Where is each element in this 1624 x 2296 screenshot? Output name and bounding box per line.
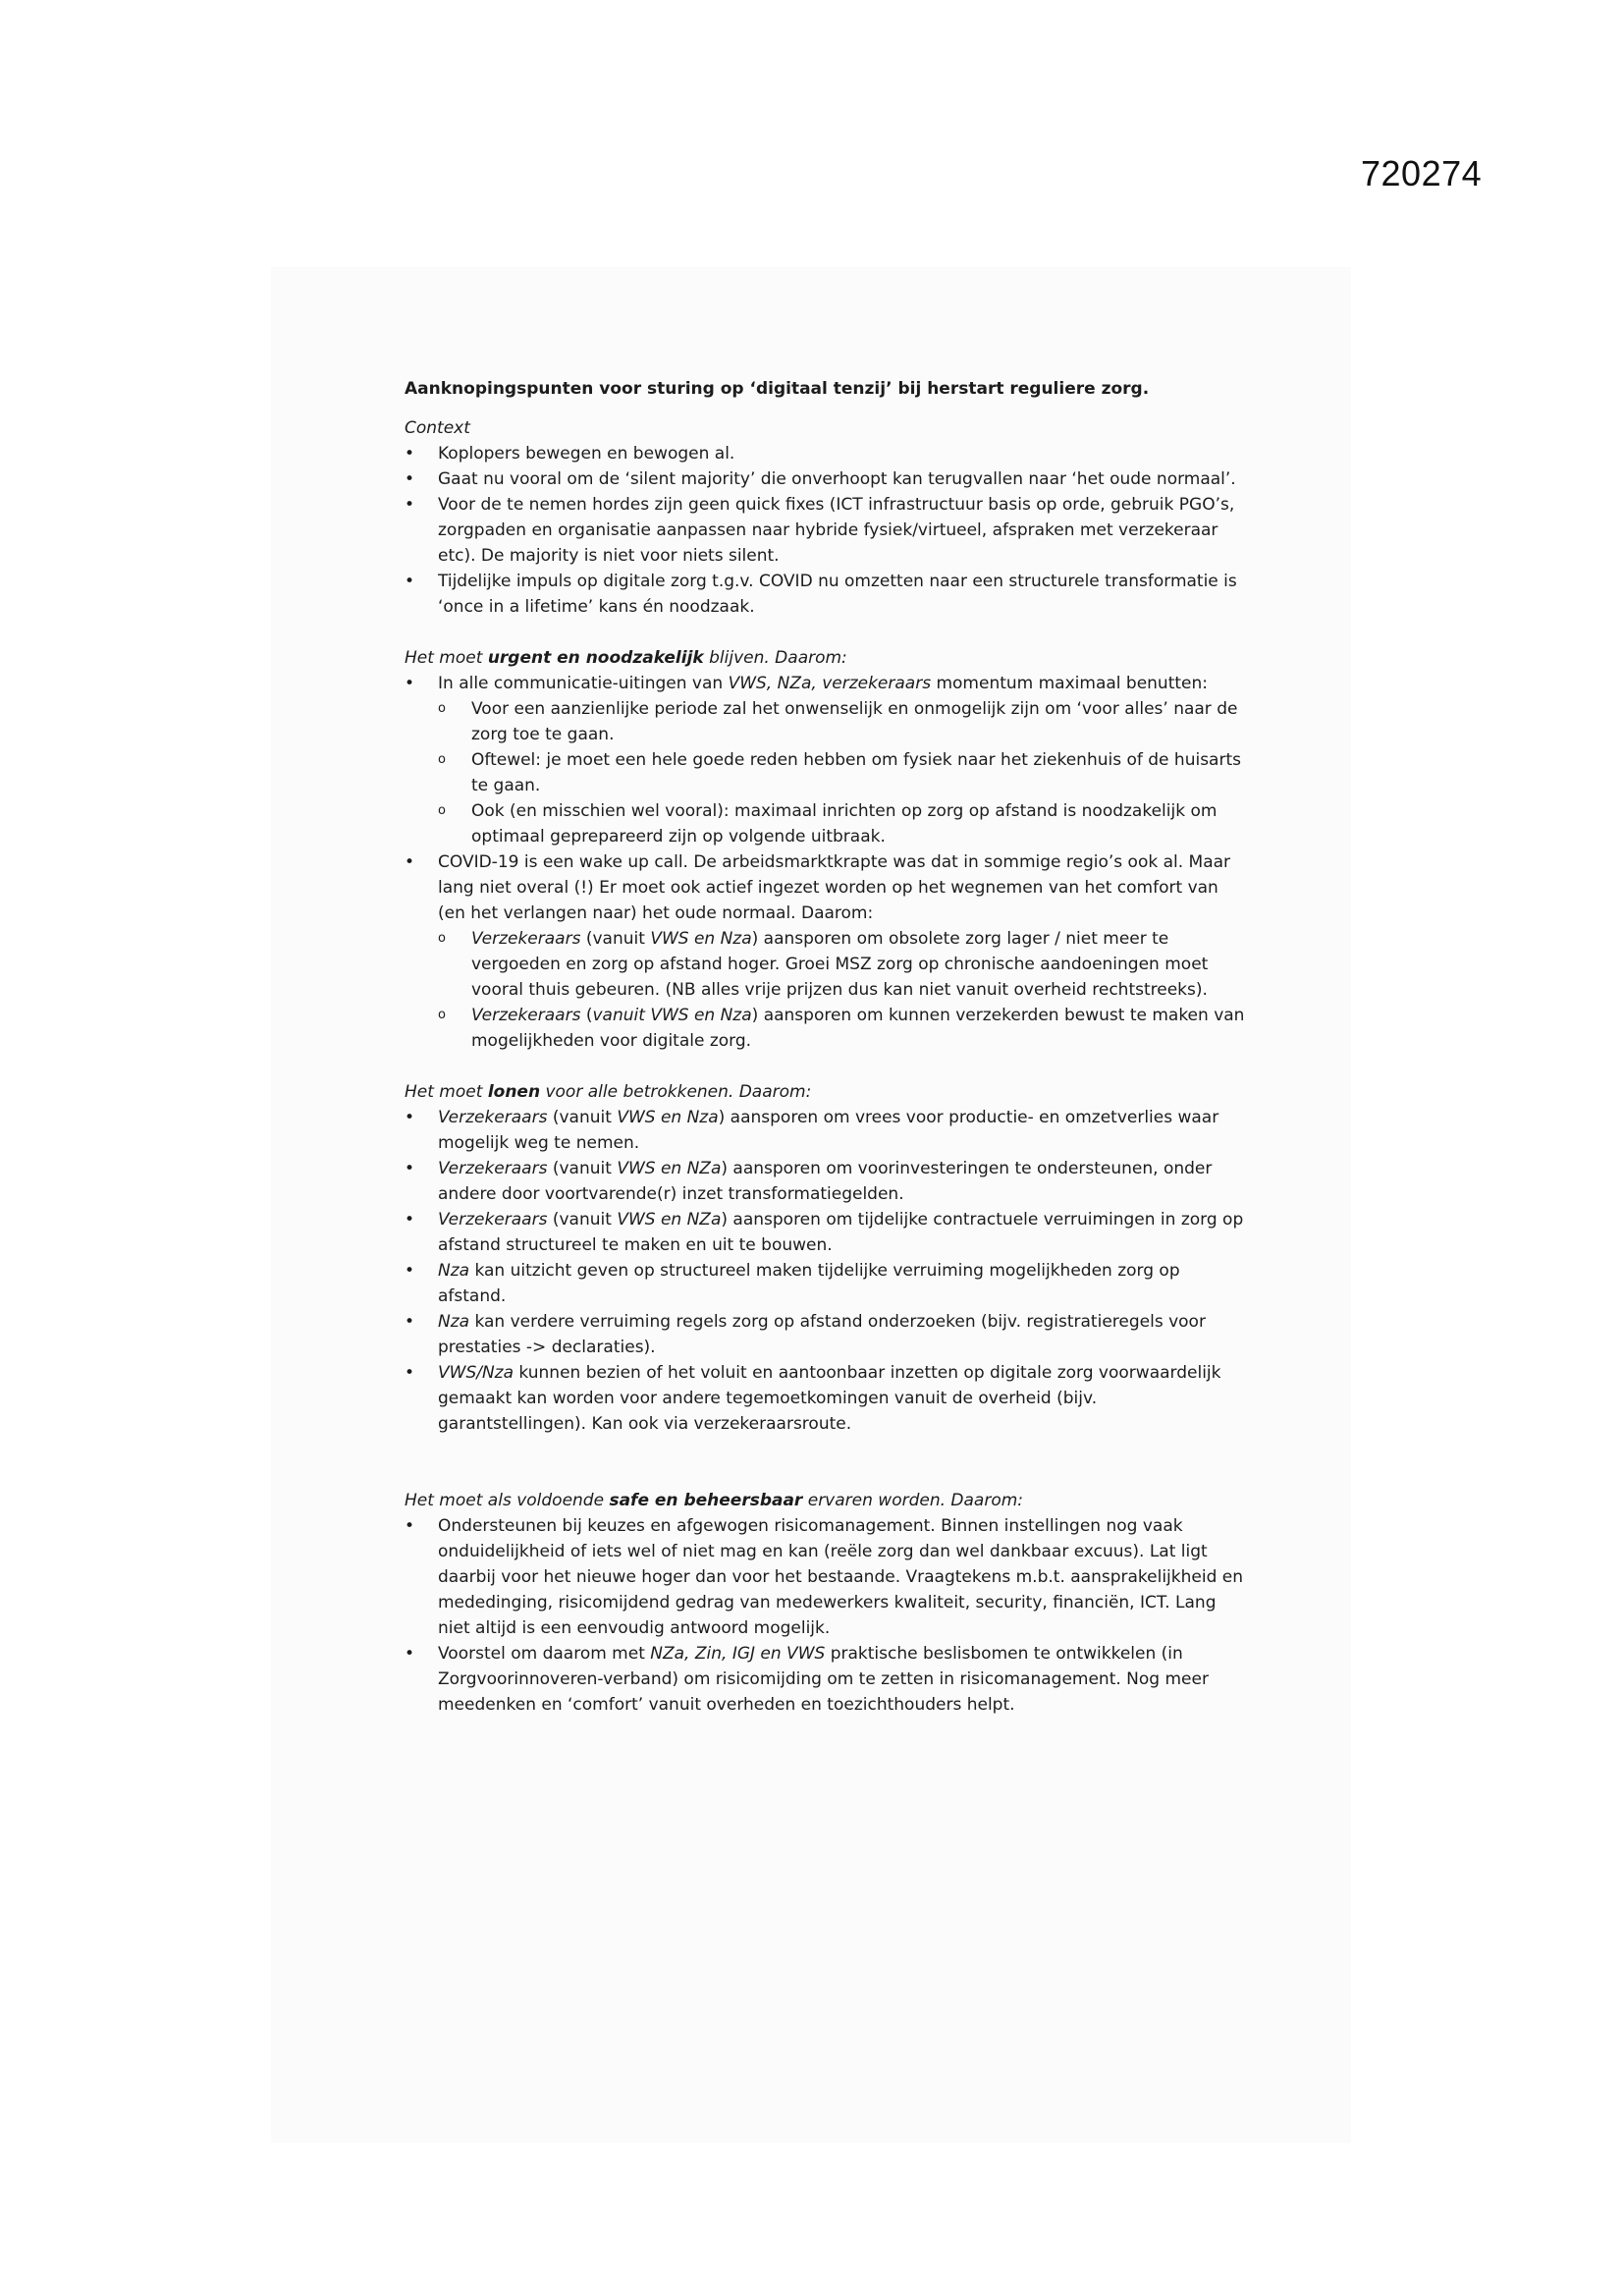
list-item: • Tijdelijke impuls op digitale zorg t.g.v. COVID nu omzetten naar een structurele transformatie is ‘once in a lifetime’ kans én noodzaak. (405, 569, 1249, 620)
document-title: Aanknopingspunten voor sturing op ‘digitaal tenzij’ bij herstart reguliere zorg. (405, 379, 1150, 399)
sub-list-item: o Verzekeraars (vanuit VWS en Nza) aansporen om obsolete zorg lager / niet meer te vergoeden en zorg op afstand hoger. Groei MSZ zorg op chronische aandoeningen moet vooral thuis gebeuren. (NB alles vrije prijzen dus kan niet vanuit overheid rechtstreeks). (438, 926, 1249, 1003)
list-item: • Verzekeraars (vanuit VWS en NZa) aansporen om tijdelijke contractuele verruimingen in zorg op afstand structureel te maken en uit te bouwen. (405, 1207, 1249, 1258)
section-heading-urgent: Het moet urgent en noodzakelijk blijven. Daarom: (405, 648, 847, 668)
sub-list-item: o Ook (en misschien wel vooral): maximaal inrichten op zorg op afstand is noodzakelijk om optimaal geprepareerd zijn op volgende uitbraak. (438, 798, 1249, 849)
section-heading-context: Context (405, 418, 470, 438)
list-item: • Verzekeraars (vanuit VWS en Nza) aansporen om vrees voor productie- en omzetverlies waar mogelijk weg te nemen. (405, 1105, 1249, 1156)
list-item: • VWS/Nza kunnen bezien of het voluit en aantoonbaar inzetten op digitale zorg voorwaardelijk gemaakt kan worden voor andere tegemoetkomingen vanuit de overheid (bijv. garantstellingen). Kan ook via verzekeraarsroute. (405, 1360, 1249, 1437)
sub-list (438, 696, 1249, 849)
safe-list (405, 1513, 1249, 1718)
list-item: • Ondersteunen bij keuzes en afgewogen risicomanagement. Binnen instellingen nog vaak onduidelijkheid of iets wel of niet mag en kan (reële zorg dan wel dankbaar excuus). Lat ligt daarbij voor het nieuwe hoger dan voor het bestaande. Vraagtekens m.b.t. aansprakelijkheid en mededinging, risicomijdend gedrag van medewerkers kwaliteit, security, financiën, ICT. Lang niet altijd is een eenvoudig antwoord mogelijk. (405, 1513, 1249, 1641)
list-item: • Nza kan uitzicht geven op structureel maken tijdelijke verruiming mogelijkheden zorg op afstand. (405, 1258, 1249, 1309)
list-item: • Voor de te nemen hordes zijn geen quick fixes (ICT infrastructuur basis op orde, gebruik PGO’s, zorgpaden en organisatie aanpassen naar hybride fysiek/virtueel, afspraken met verzekeraar etc). De majority is niet voor niets silent. (405, 492, 1249, 569)
list-item: • Koplopers bewegen en bewogen al. (405, 441, 1249, 466)
lonen-list (405, 1105, 1249, 1437)
list-item: • In alle communicatie-uitingen van VWS, NZa, verzekeraars momentum maximaal benutten: o Voor een aanzienlijke periode zal het onwenselijk en onmogelijk zijn om ‘voor alles’ naar de zorg toe te gaan. o Oftewel: je moet een hele goede reden hebben om fysiek naar het ziekenhuis of de huisarts te gaan. o Ook (en misschien wel vooral): maximaal inrichten op zorg op afstand is noodzakelijk om optimaal geprepareerd zijn op volgende uitbraak. (405, 671, 1249, 849)
list-item: • COVID-19 is een wake up call. De arbeidsmarktkrapte was dat in sommige regio’s ook al. Maar lang niet overal (!) Er moet ook actief ingezet worden op het wegnemen van het comfort van (en het verlangen naar) het oude normaal. Daarom: o Verzekeraars (vanuit VWS en Nza) aansporen om obsolete zorg lager / niet meer te vergoeden en zorg op afstand hoger. Groei MSZ zorg op chronische aandoeningen moet vooral thuis gebeuren. (NB alles vrije prijzen dus kan niet vanuit overheid rechtstreeks). o Verzekeraars (vanuit VWS en Nza) aansporen om kunnen verzekerden bewust te maken van mogelijkheden voor digitale zorg. (405, 849, 1249, 1054)
document-body (405, 376, 1249, 1718)
list-item: • Voorstel om daarom met NZa, Zin, IGJ en VWS praktische beslisbomen te ontwikkelen (in Zorgvoorinnoveren-verband) om risicomijding om te zetten in risicomanagement. Nog meer meedenken en ‘comfort’ vanuit overheden en toezichthouders helpt. (405, 1641, 1249, 1718)
section-context (405, 415, 1249, 620)
list-item: • Gaat nu vooral om de ‘silent majority’ die onverhoopt kan terugvallen naar ‘het oude normaal’. (405, 466, 1249, 492)
sub-list-item: o Oftewel: je moet een hele goede reden hebben om fysiek naar het ziekenhuis of de huisarts te gaan. (438, 747, 1249, 798)
urgent-list (405, 671, 1249, 1054)
sub-list-item: o Voor een aanzienlijke periode zal het onwenselijk en onmogelijk zijn om ‘voor alles’ naar de zorg toe te gaan. (438, 696, 1249, 747)
section-urgent (405, 645, 1249, 1054)
list-item: • Verzekeraars (vanuit VWS en NZa) aansporen om voorinvesteringen te ondersteunen, onder andere door voortvarende(r) inzet transformatiegelden. (405, 1156, 1249, 1207)
section-heading-lonen: Het moet lonen voor alle betrokkenen. Daarom: (405, 1082, 812, 1102)
section-heading-safe: Het moet als voldoende safe en beheersbaar ervaren worden. Daarom: (405, 1491, 1024, 1510)
context-list (405, 441, 1249, 620)
list-item: • Nza kan verdere verruiming regels zorg op afstand onderzoeken (bijv. registratieregels voor prestaties -> declaraties). (405, 1309, 1249, 1360)
section-lonen (405, 1079, 1249, 1437)
sub-list (438, 926, 1249, 1054)
document-number: 720274 (1361, 153, 1483, 193)
section-safe (405, 1488, 1249, 1718)
sub-list-item: o Verzekeraars (vanuit VWS en Nza) aansporen om kunnen verzekerden bewust te maken van mogelijkheden voor digitale zorg. (438, 1003, 1249, 1054)
